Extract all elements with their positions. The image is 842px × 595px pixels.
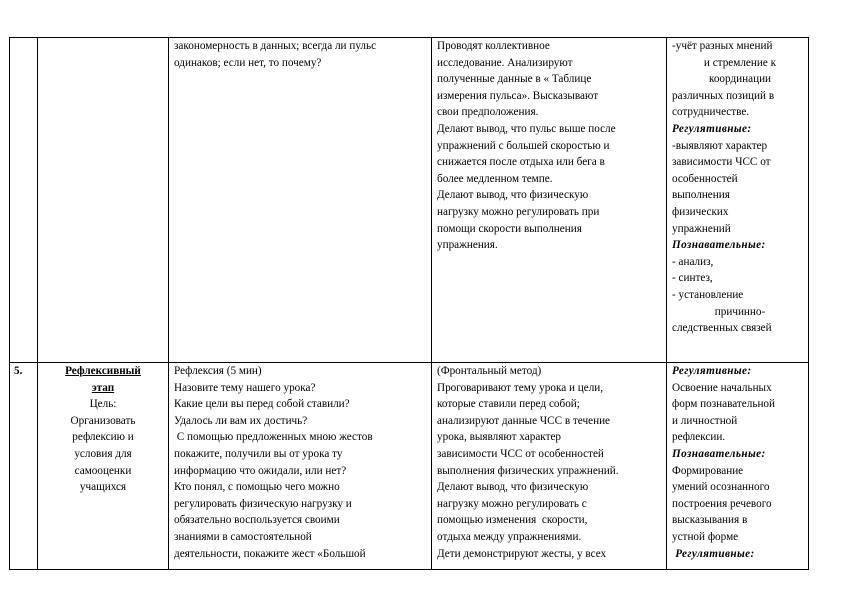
text-line: форм познавательной xyxy=(672,398,776,411)
text-line: измерения пульса». Высказывают xyxy=(437,89,599,102)
text-line: помощи скорости выполнения xyxy=(437,222,582,235)
text-line: самооценки xyxy=(74,464,132,477)
text-line: различных позиций в xyxy=(672,89,775,102)
text-line: следственных связей xyxy=(672,322,772,335)
text-line: деятельности, покажите жест «Большой xyxy=(174,547,366,560)
row2-number-cell xyxy=(14,363,36,380)
text-line: анализируют данные ЧСС в течение xyxy=(437,414,611,427)
text-line: упражнения. xyxy=(437,239,498,252)
text-line: -учёт разных мнений xyxy=(672,40,773,52)
row1-students-cell xyxy=(437,38,665,254)
text-line: особенностей xyxy=(672,172,738,185)
text-line: информацию что ожидали, или нет? xyxy=(174,464,347,477)
text-line: помощью изменения скорости, xyxy=(437,514,588,527)
text-line: Организовать xyxy=(70,414,136,427)
col-divider-4 xyxy=(666,37,667,570)
text-line: отдыха между упражнениями. xyxy=(437,530,582,543)
text-line: - установление xyxy=(672,288,744,301)
row1-uud-cell xyxy=(672,38,808,337)
text-line: Дети демонстрируют жесты, у всех xyxy=(437,547,607,560)
text-line: покажите, получили вы от урока ту xyxy=(174,447,343,460)
text-line: рефлексии. xyxy=(672,431,726,444)
text-line: снижается после отдыха или бега в xyxy=(437,156,605,169)
text-line: и личностной xyxy=(672,414,738,427)
text-line: исследование. Анализируют xyxy=(437,56,573,69)
text-line: причинно- xyxy=(714,305,766,318)
text-line: Проговаривают тему урока и цели, xyxy=(437,381,604,394)
row2-stage-cell xyxy=(38,363,168,496)
stage-title: этап xyxy=(91,381,115,394)
regulatory-heading: Регулятивные: xyxy=(672,365,752,377)
row2-uud-cell xyxy=(672,363,808,562)
row2-students-cell xyxy=(437,363,665,562)
text-line: Делают вывод, что физическую xyxy=(437,189,589,202)
text-line: - анализ, xyxy=(672,255,714,268)
text-line: (Фронтальный метод) xyxy=(437,365,542,377)
text-line: умений осознанного xyxy=(672,481,770,494)
text-line: зависимости ЧСС от xyxy=(672,156,771,169)
regulatory-heading: Регулятивные: xyxy=(672,122,752,135)
text-line: регулировать физическую нагрузку и xyxy=(174,497,352,510)
text-line: Назовите тему нашего урока? xyxy=(174,381,316,394)
text-line: Формирование xyxy=(672,464,744,477)
regulatory-heading: Регулятивные: xyxy=(672,547,755,560)
text-line: нагрузку можно регулировать с xyxy=(437,497,587,510)
text-line: учащихся xyxy=(79,481,127,494)
cognitive-heading: Познавательные: xyxy=(672,239,766,252)
table-left-border xyxy=(9,37,10,570)
text-line: знаниями в самостоятельной xyxy=(174,530,312,543)
stage-title: Рефлексивный xyxy=(65,365,141,377)
text-line: выполнения xyxy=(672,189,730,202)
col-divider-3 xyxy=(431,37,432,570)
row1-content-cell xyxy=(174,38,430,71)
text-line: одинаков; если нет, то почему? xyxy=(174,56,322,69)
text-line: устной форме xyxy=(672,530,739,543)
text-line: - синтез, xyxy=(672,272,713,285)
text-line: нагрузку можно регулировать при xyxy=(437,205,600,218)
text-line: полученные данные в « Таблице xyxy=(437,73,592,86)
text-line: Освоение начальных xyxy=(672,381,772,394)
row2-content-cell xyxy=(174,363,430,562)
text-line: Делают вывод, что физическую xyxy=(437,481,589,494)
table-right-border xyxy=(808,37,809,570)
text-line: урока, выявляют характер xyxy=(437,431,562,444)
row-number: 5. xyxy=(14,365,23,377)
text-line: Цель: xyxy=(89,398,117,411)
text-line: Удалось ли вам их достичь? xyxy=(174,414,308,427)
col-divider-2 xyxy=(168,37,169,570)
cognitive-heading: Познавательные: xyxy=(672,447,766,460)
text-line: С помощью предложенных мною жестов xyxy=(174,431,373,444)
text-line: построения речевого xyxy=(672,497,772,510)
table-bottom-border xyxy=(9,569,809,570)
text-line: Рефлексия (5 мин) xyxy=(174,365,262,377)
text-line: свои предположения. xyxy=(437,106,539,119)
text-line: упражнений с большей скоростью и xyxy=(437,139,610,152)
text-line: рефлексию и xyxy=(72,431,134,444)
text-line: более медленном темпе. xyxy=(437,172,553,185)
text-line: физических xyxy=(672,205,729,218)
text-line: Делают вывод, что пульс выше после xyxy=(437,122,616,135)
text-line: высказывания в xyxy=(672,514,748,527)
text-line: сотрудничестве. xyxy=(672,106,750,119)
text-line: Кто понял, с помощью чего можно xyxy=(174,481,340,494)
text-line: закономерность в данных; всегда ли пульс xyxy=(174,40,377,52)
text-line: и стремление к xyxy=(703,56,777,69)
text-line: Какие цели вы перед собой ставили? xyxy=(174,398,350,411)
text-line: упражнений xyxy=(672,222,731,235)
text-line: Проводят коллективное xyxy=(437,40,550,52)
text-line: координации xyxy=(708,73,772,86)
text-line: зависимости ЧСС от особенностей xyxy=(437,447,604,460)
text-line: условия для xyxy=(74,447,132,460)
text-line: выполнения физических упражнений. xyxy=(437,464,619,477)
text-line: обязательно воспользуется своими xyxy=(174,514,340,527)
text-line: которые ставили перед собой; xyxy=(437,398,580,411)
text-line: -выявляют характер xyxy=(672,139,768,152)
